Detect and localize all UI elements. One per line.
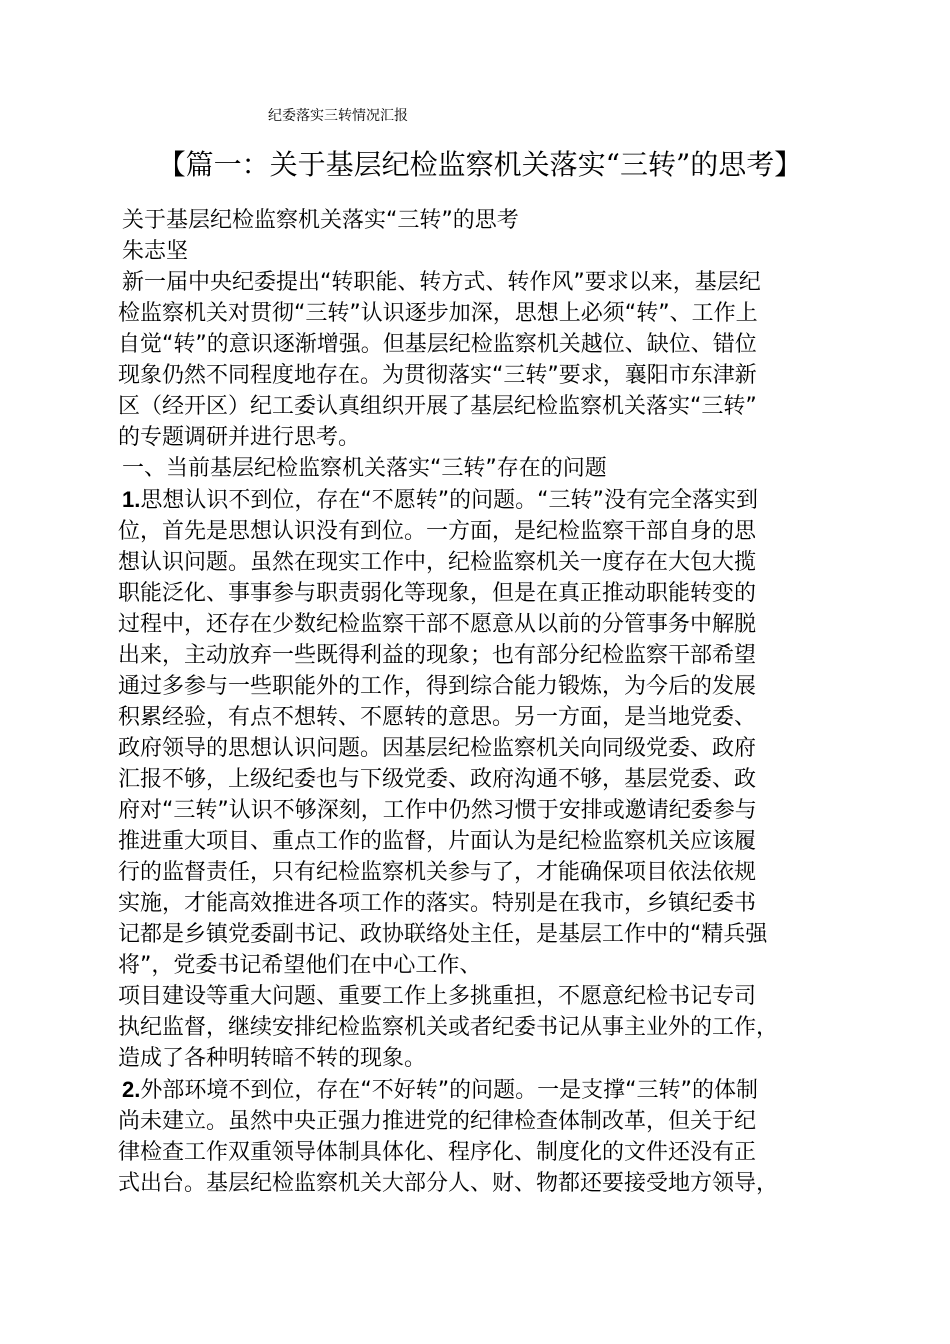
text-line: 职能泛化、事事参与职责弱化等现象，但是在真正推动职能转变的: [118, 581, 757, 606]
text-line: 府对“三转”认识不够深刻，工作中仍然习惯于安排或邀请纪委参与: [118, 798, 757, 823]
text-line-content: 外部环境不到位，存在“不好转”的问题。一是支撑“三转”的体制: [140, 1078, 758, 1103]
intro-paragraph: [118, 267, 833, 453]
article-title-text: 关于基层纪检监察机关落实“三转”的思考: [122, 208, 519, 233]
text-line: 律检查工作双重领导体制具体化、程序化、制度化的文件还没有正: [118, 1140, 757, 1165]
text-line: 想认识问题。虽然在现实工作中，纪检监察机关一度存在大包大揽: [118, 550, 757, 575]
text-line: 自觉“转”的意识逐渐增强。但基层纪检监察机关越位、缺位、错位: [118, 332, 757, 357]
article-title: [118, 205, 833, 236]
text-line: [118, 1074, 833, 1106]
text-line: 汇报不够，上级纪委也与下级党委、政府沟通不够，基层党委、政: [118, 767, 757, 792]
text-line: 行的监督责任，只有纪检监察机关参与了，才能确保项目依法依规: [118, 860, 757, 885]
text-line: 实施，才能高效推进各项工作的落实。特别是在我市，乡镇纪委书: [118, 891, 757, 916]
text-line: 出来，主动放弃一些既得利益的现象；也有部分纪检监察干部希望: [118, 643, 757, 668]
document-title: 【篇一：关于基层纪检监察机关落实“三转”的思考】: [157, 148, 803, 181]
text-line-content: 思想认识不到位，存在“不愿转”的问题。“三转”没有完全落实到: [140, 488, 758, 513]
text-line: 项目建设等重大问题、重要工作上多挑重担，不愿意纪检书记专司: [118, 984, 757, 1009]
author-name: 朱志坚: [122, 239, 189, 264]
text-line: 通过多参与一些职能外的工作，得到综合能力锻炼，为今后的发展: [118, 674, 757, 699]
text-line: 记都是乡镇党委副书记、政协联络处主任，是基层工作中的“精兵强: [118, 922, 768, 947]
text-line: 执纪监督，继续安排纪检监察机关或者纪委书记从事主业外的工作，: [118, 1015, 779, 1040]
text-line: 积累经验，有点不想转、不愿转的意思。另一方面，是当地党委、: [118, 705, 757, 730]
section-heading: [118, 453, 833, 484]
text-line: 将”，党委书记希望他们在中心工作、: [118, 953, 482, 978]
item-number: 2.: [122, 1077, 141, 1102]
running-header: 纪委落实三转情况汇报: [268, 108, 408, 124]
item1-paragraph: [118, 484, 833, 1074]
item-number: 1.: [122, 487, 141, 512]
text-line: 尚未建立。虽然中央正强力推进党的纪律检查体制改革，但关于纪: [118, 1109, 757, 1134]
article-author: [118, 236, 833, 267]
text-line: 位，首先是思想认识没有到位。一方面，是纪检监察干部自身的思: [118, 519, 757, 544]
text-line: 政府领导的思想认识问题。因基层纪检监察机关向同级党委、政府: [118, 736, 757, 761]
text-line: 造成了各种明转暗不转的现象。: [118, 1046, 427, 1071]
text-line: 现象仍然不同程度地存在。为贯彻落实“三转”要求，襄阳市东津新: [118, 363, 757, 388]
text-line: 检监察机关对贯彻“三转”认识逐步加深，思想上必须“转”、工作上: [118, 301, 758, 326]
section-heading-text: 一、当前基层纪检监察机关落实“三转”存在的问题: [122, 456, 607, 481]
text-line: 区（经开区）纪工委认真组织开展了基层纪检监察机关落实“三转”: [118, 394, 757, 419]
item2-paragraph: [118, 1074, 833, 1199]
text-line: [118, 484, 833, 516]
text-line: 新一届中央纪委提出“转职能、转方式、转作风”要求以来，基层纪: [122, 270, 761, 295]
text-line: 式出台。基层纪检监察机关大部分人、财、物都还要接受地方领导，: [118, 1171, 779, 1196]
text-line: 的专题调研并进行思考。: [118, 425, 361, 450]
text-line: 推进重大项目、重点工作的监督，片面认为是纪检监察机关应该履: [118, 829, 757, 854]
text-line: 过程中，还存在少数纪检监察干部不愿意从以前的分管事务中解脱: [118, 612, 757, 637]
article-body: [118, 205, 833, 1199]
